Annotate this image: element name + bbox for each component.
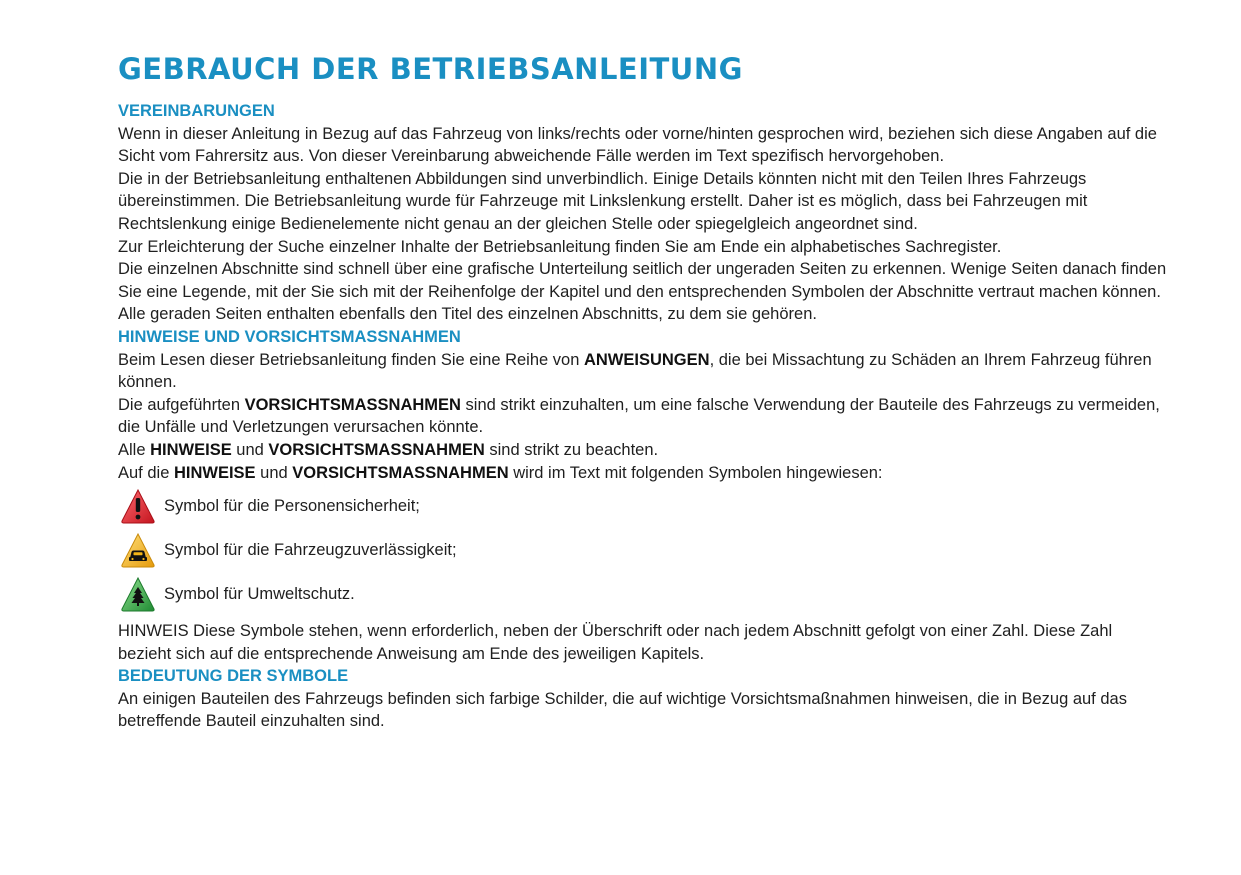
symbol-label: Symbol für Umweltschutz.: [164, 584, 355, 603]
text-run: sind strikt zu beachten.: [484, 440, 659, 459]
section-heading-warnings: HINWEISE UND VORSICHTSMASSNAHMEN: [118, 327, 461, 346]
symbol-row-vehicle-reliability: [118, 528, 1168, 572]
manual-page: [118, 50, 1168, 733]
vehicle-reliability-warning-icon: [119, 531, 157, 569]
paragraph: Die in der Betriebsanleitung enthaltenen Abbildungen sind unverbindlich. Einige Details könnten nicht mit den Teilen Ihres Fahrzeugs übereinstimmen. Die Betriebsanleitung wurde für Fahrzeuge mit Linkslenkung erstellt. Daher ist es möglich, dass bei Fahrzeugen mit Rechtslenkung einige Bedienelemente nicht genau an der gleichen Stelle oder spiegelgleich angeordnet sind.: [118, 169, 1088, 233]
text-run: Auf die: [118, 463, 174, 482]
text-run: und: [255, 463, 293, 482]
bold-term: HINWEISE: [150, 440, 232, 459]
bold-term: VORSICHTSMASSNAHMEN: [268, 440, 485, 459]
section-heading-symbol-meaning: BEDEUTUNG DER SYMBOLE: [118, 667, 349, 686]
paragraph: [118, 349, 1168, 394]
paragraph: [118, 462, 1168, 485]
note-paragraph: HINWEIS Diese Symbole stehen, wenn erforderlich, neben der Überschrift oder nach jedem Abschnitt gefolgt von einer Zahl. Diese Zahl bezieht sich auf die entsprechende Anweisung am Ende des jeweiligen Kapitels.: [118, 622, 1113, 663]
paragraph: An einigen Bauteilen des Fahrzeugs befinden sich farbige Schilder, die auf wichtige Vorsichtsmaßnahmen hinweisen, die in Bezug auf das betreffende Bauteil einzuhalten sind.: [118, 689, 1127, 731]
page-title: GEBRAUCH DER BETRIEBSANLEITUNG: [118, 52, 743, 86]
bold-term: HINWEISE: [173, 463, 256, 482]
text-run: wird im Text mit folgenden Symbolen hingewiesen:: [508, 463, 883, 482]
symbol-label: Symbol für die Fahrzeugzuverlässigkeit;: [164, 540, 457, 559]
bold-term: VORSICHTSMASSNAHMEN: [244, 395, 461, 414]
bold-term: VORSICHTSMASSNAHMEN: [292, 463, 509, 482]
text-run: und: [231, 440, 269, 459]
text-run: Beim Lesen dieser Betriebsanleitung finden Sie eine Reihe von: [118, 350, 584, 369]
paragraph: Wenn in dieser Anleitung in Bezug auf das Fahrzeug von links/rechts oder vorne/hinten gesprochen wird, beziehen sich diese Angaben auf die Sicht vom Fahrersitz aus. Von dieser Vereinbarung abweichende Fälle werden im Text spezifisch hervorgehoben.: [118, 124, 1157, 166]
symbol-label: Symbol für die Personensicherheit;: [164, 496, 420, 515]
environment-protection-icon: [119, 575, 157, 613]
paragraph: Zur Erleichterung der Suche einzelner Inhalte der Betriebsanleitung finden Sie am Ende ein alphabetisches Sachregister.: [118, 237, 1002, 256]
symbol-row-environment: [118, 572, 1168, 616]
paragraph: Die einzelnen Abschnitte sind schnell über eine grafische Unterteilung seitlich der ungeraden Seiten zu erkennen. Wenige Seiten danach finden Sie eine Legende, mit der Sie sich mit der Reihenfolge der Kapitel und den entsprechenden Symbolen der Abschnitte vertraut machen können. Alle geraden Seiten enthalten ebenfalls den Titel des einzelnen Abschnitts, zu dem sie gehören.: [118, 260, 1167, 324]
symbol-row-person-safety: [118, 484, 1168, 528]
text-run: sind strikt einzuhalten, um eine falsche Verwendung der Bauteile des Fahrzeugs zu vermeiden, die Unfälle und Verletzungen verursachen könnte.: [118, 395, 1160, 437]
section-heading-conventions: VEREINBARUNGEN: [118, 102, 275, 120]
person-safety-warning-icon: [119, 487, 157, 525]
bold-term: ANWEISUNGEN: [583, 350, 710, 369]
text-run: Die aufgeführten: [118, 395, 245, 414]
paragraph: [118, 439, 1168, 462]
paragraph: [118, 394, 1168, 439]
text-run: , die bei Missachtung zu Schäden an Ihrem Fahrzeug führen können.: [118, 350, 1152, 392]
text-run: Alle: [118, 440, 151, 459]
